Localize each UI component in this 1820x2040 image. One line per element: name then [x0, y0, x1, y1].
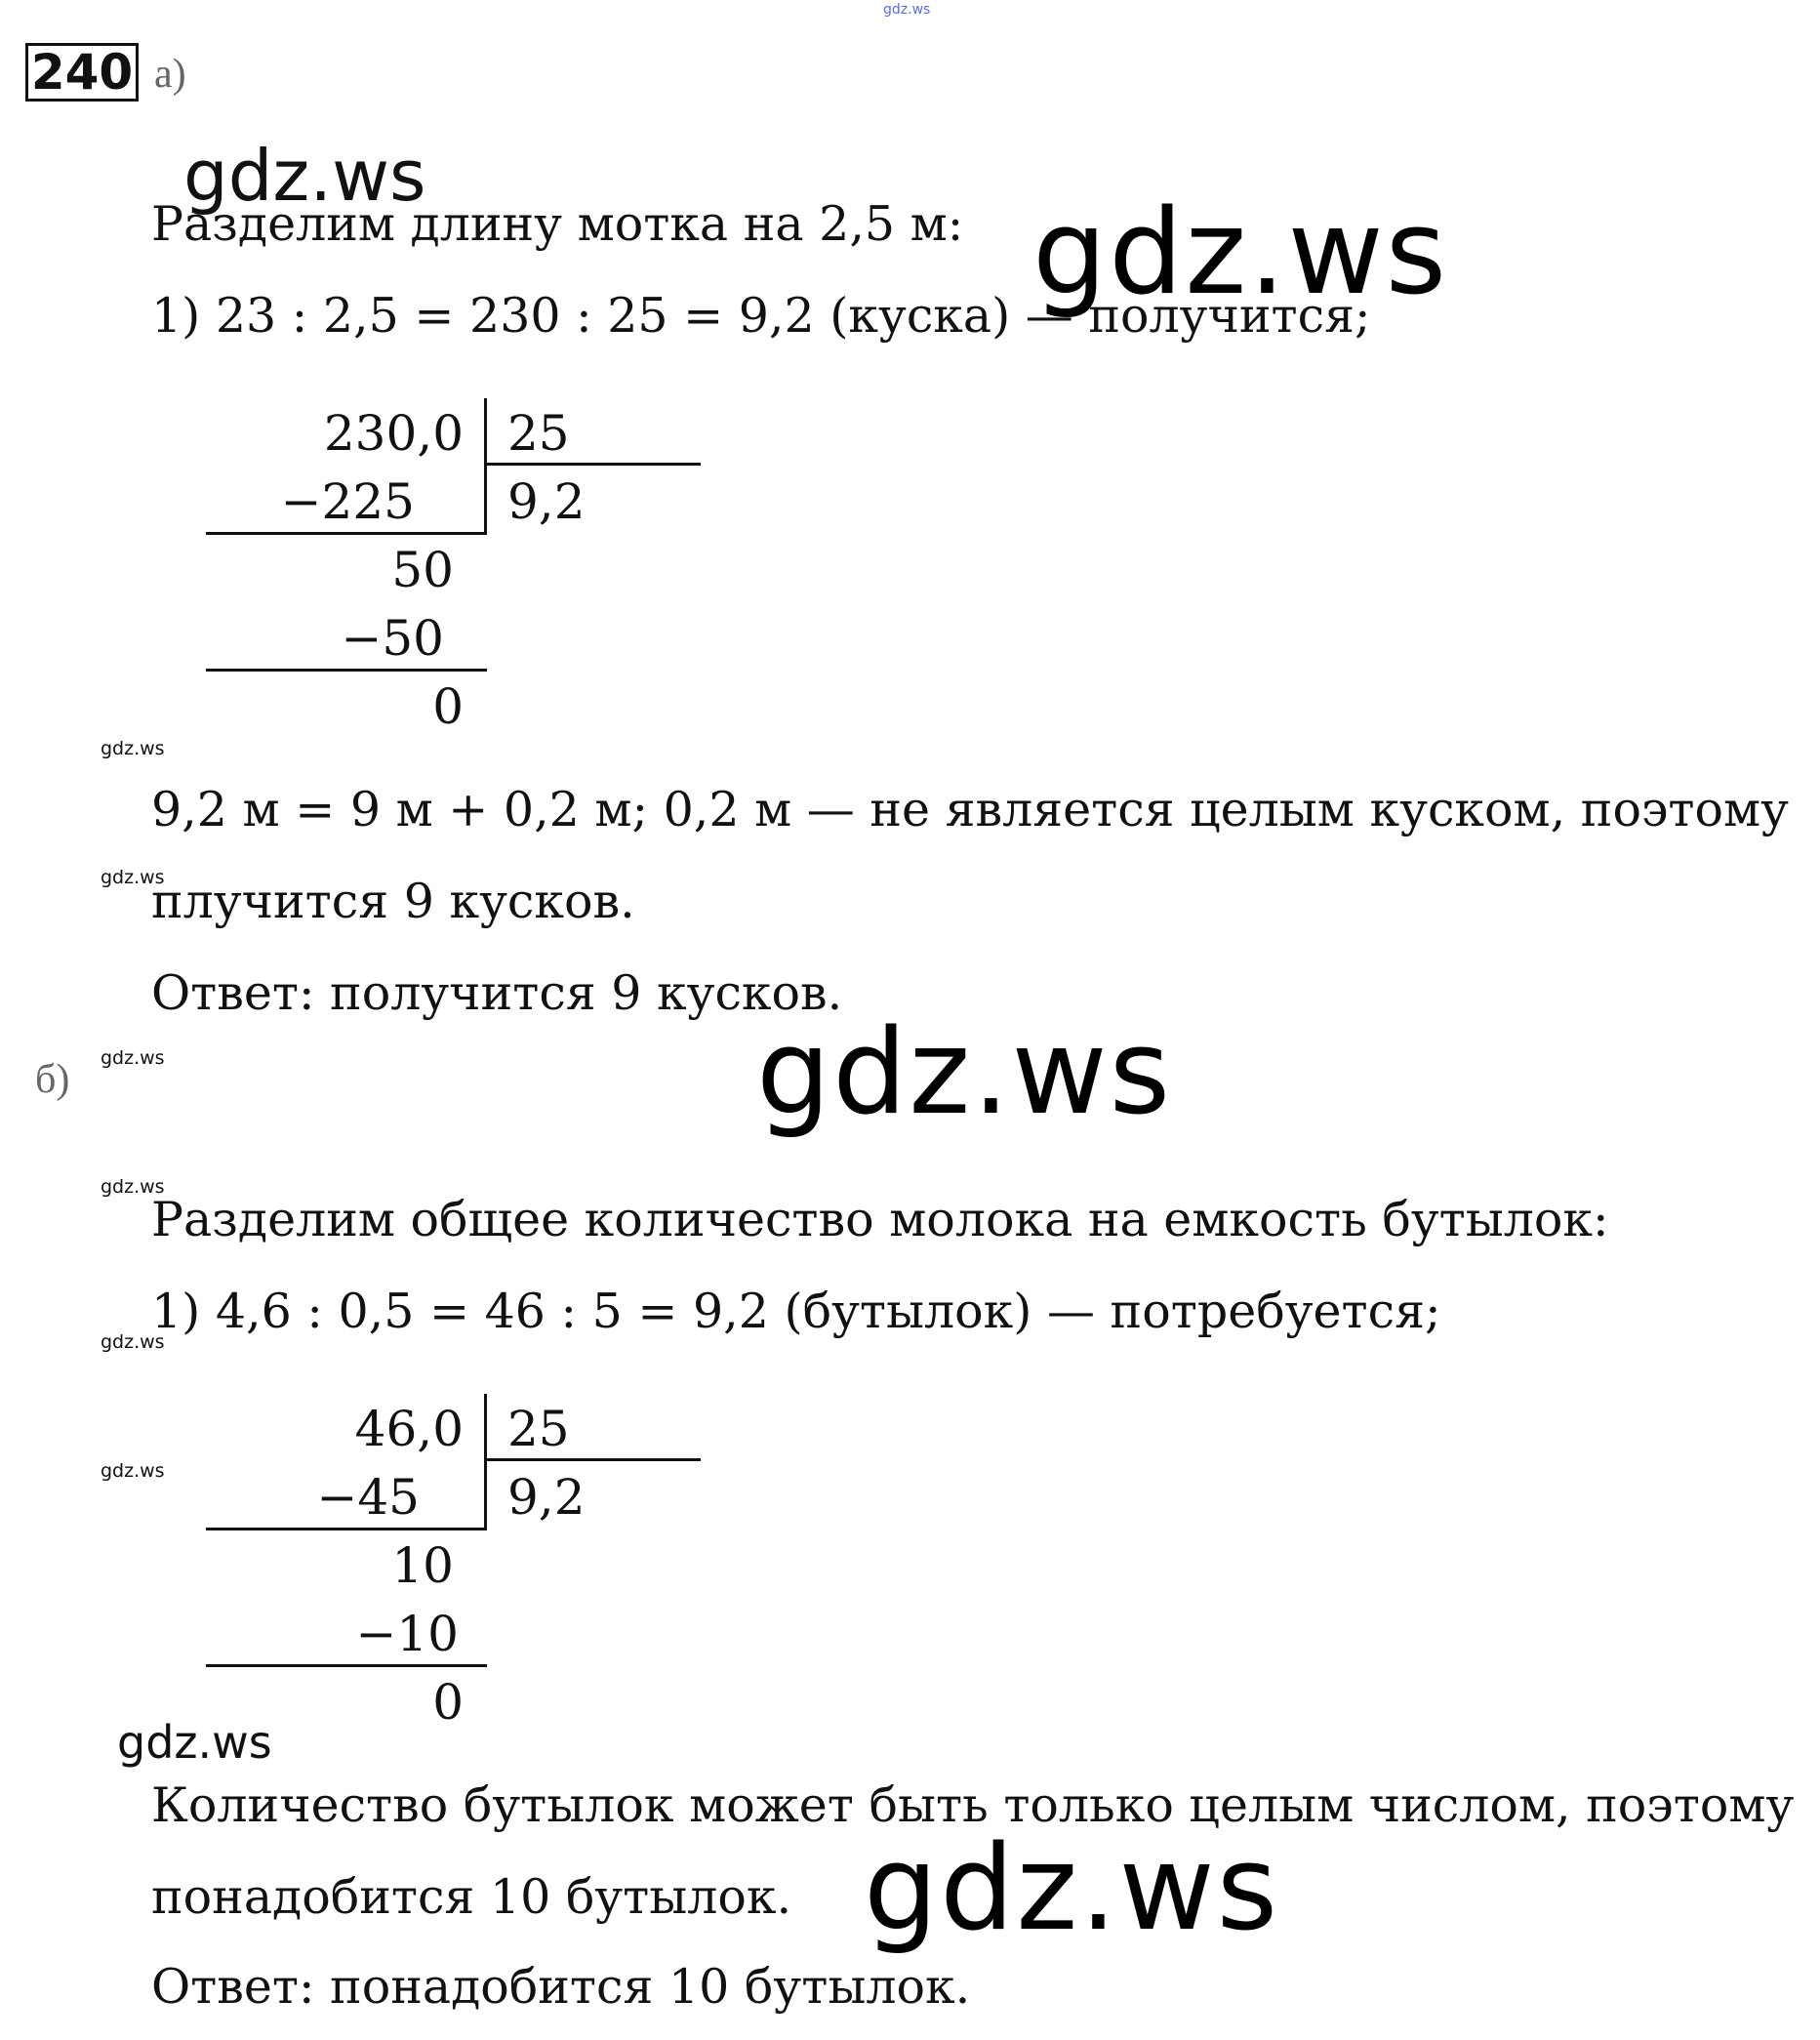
- part-a-answer: Ответ: получится 9 кусков.: [151, 965, 843, 1021]
- watermark: gdz.ws: [101, 1460, 165, 1482]
- division-line-1: [206, 532, 487, 535]
- watermark: gdz.ws: [117, 1716, 272, 1769]
- watermark-large: gdz.ws: [1032, 185, 1449, 321]
- part-b-explain2: понадобится 10 бутылок.: [151, 1869, 792, 1925]
- division-line-2: [206, 669, 487, 672]
- part-a-step1: 1) 23 : 2,5 = 230 : 25 = 9,2 (куска) — получится;: [151, 288, 1371, 344]
- subtrahend-2: −10: [355, 1606, 459, 1662]
- division-bracket-vertical: [484, 1394, 487, 1530]
- watermark: gdz.ws: [101, 1331, 165, 1353]
- remainder-2: 0: [432, 678, 464, 735]
- watermark: gdz.ws: [101, 738, 165, 759]
- division-bracket-vertical: [484, 398, 487, 535]
- part-b-label: б): [35, 1057, 70, 1102]
- division-bracket-horizontal: [484, 463, 701, 466]
- subtrahend-2: −50: [341, 610, 444, 667]
- part-b-step1: 1) 4,6 : 0,5 = 46 : 5 = 9,2 (бутылок) — потребуется;: [151, 1284, 1441, 1339]
- part-a-intro: Разделим длину мотка на 2,5 м:: [151, 196, 964, 252]
- part-a-explain2: плучится 9 кусков.: [151, 874, 635, 929]
- remainder-1: 10: [391, 1537, 454, 1594]
- dividend: 230,0: [323, 405, 464, 462]
- part-a-label: а): [154, 52, 186, 97]
- problem-number: 240: [25, 43, 139, 102]
- remainder-1: 50: [391, 542, 454, 598]
- part-b-explain1: Количество бутылок может быть только целым числом, поэтому: [151, 1777, 1795, 1833]
- part-b-answer: Ответ: понадобится 10 бутылок.: [151, 1959, 971, 2015]
- divisor: 25: [507, 405, 570, 462]
- watermark: gdz.ws: [101, 867, 165, 888]
- part-b-intro: Разделим общее количество молока на емкость бутылок:: [151, 1192, 1609, 1247]
- divisor: 25: [507, 1401, 570, 1457]
- watermark: gdz.ws: [101, 1176, 165, 1198]
- dividend: 46,0: [354, 1401, 464, 1457]
- watermark: gdz.ws: [101, 1047, 165, 1069]
- quotient: 9,2: [507, 473, 586, 530]
- subtrahend-1: −225: [280, 473, 415, 530]
- remainder-2: 0: [432, 1674, 464, 1731]
- division-bracket-horizontal: [484, 1458, 701, 1461]
- subtrahend-1: −45: [316, 1469, 420, 1526]
- watermark: gdz.ws: [183, 135, 426, 217]
- division-line-1: [206, 1528, 487, 1530]
- watermark-large: gdz.ws: [864, 1821, 1280, 1957]
- watermark-top: gdz.ws: [883, 2, 931, 18]
- division-line-2: [206, 1664, 487, 1667]
- watermark-large: gdz.ws: [756, 1005, 1173, 1141]
- quotient: 9,2: [507, 1469, 586, 1526]
- part-a-explain1: 9,2 м = 9 м + 0,2 м; 0,2 м — не является целым куском, поэтому: [151, 782, 1789, 837]
